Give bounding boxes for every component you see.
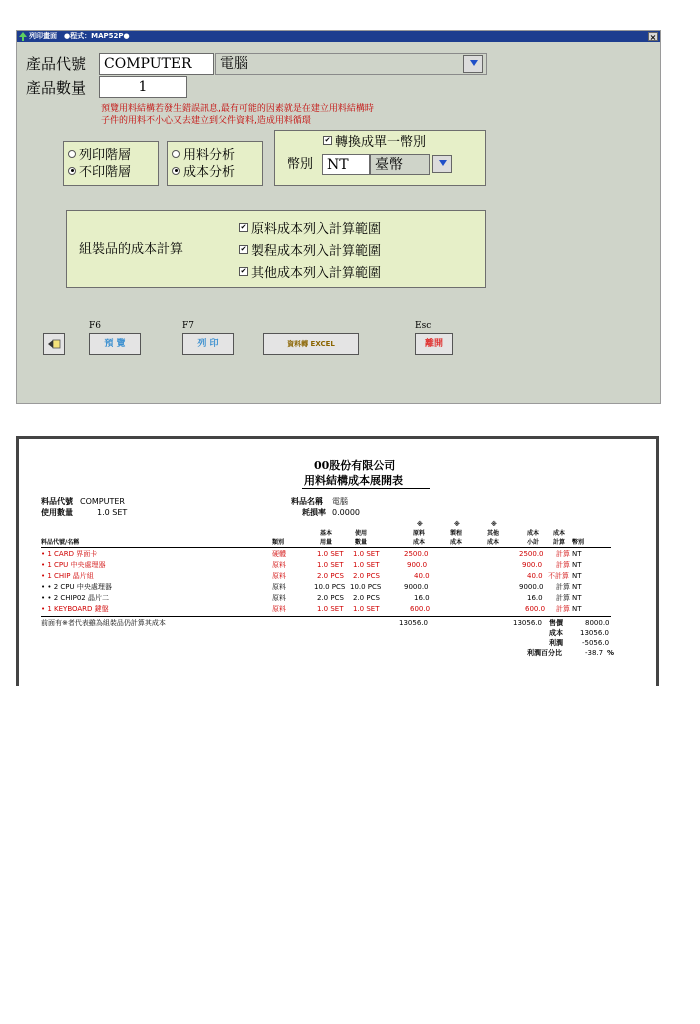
warning-line-2: 子件的用料不小心又去建立到父件資料,造成用料循環	[101, 116, 311, 126]
row-use: 1.0 SET	[353, 561, 380, 569]
checkbox-checked-icon: ✔	[240, 245, 247, 253]
header-use-qty-1: 使用	[355, 530, 368, 537]
header-base-use-2: 用量	[320, 539, 333, 546]
item-dropdown-button[interactable]	[463, 55, 483, 73]
price-value: 8000.0	[585, 619, 610, 627]
report-company: 00股份有限公司	[314, 459, 396, 472]
cost-analysis-label: 成本分析	[183, 165, 236, 180]
row-subtotal: 2500.0	[519, 550, 544, 558]
f6-key-label: F6	[89, 321, 101, 331]
convert-currency-checkbox[interactable]	[323, 135, 426, 151]
profit-value: -5056.0	[582, 639, 610, 647]
material-cost-checkbox[interactable]	[239, 222, 381, 238]
radio-selected-icon	[172, 167, 180, 175]
row-mat: 600.0	[410, 605, 431, 613]
process-cost-label: 製程成本列入計算範圍	[251, 244, 382, 259]
row-name: • • 2 CHIP02 晶片二	[41, 594, 109, 602]
row-use: 1.0 SET	[353, 550, 380, 558]
item-name-display: 電腦	[215, 53, 487, 75]
row-mat: 2500.0	[404, 550, 429, 558]
report-title: 用料結構成本展開表	[304, 474, 403, 487]
row-subtotal: 9000.0	[519, 583, 544, 591]
row-category: 原料	[272, 594, 286, 602]
report-title-underline	[302, 488, 430, 489]
convert-currency-label: 轉換成單一幣別	[335, 135, 427, 150]
profit-pct-value: -38.7	[585, 649, 604, 657]
row-use: 2.0 PCS	[353, 594, 380, 602]
header-proc-2: 成本	[450, 539, 463, 546]
f7-key-label: F7	[182, 321, 194, 331]
row-subtotal: 40.0	[527, 572, 543, 580]
row-calc: 計算	[556, 605, 570, 613]
qty-value: 1.0 SET	[97, 508, 128, 517]
header-rule	[41, 547, 611, 548]
row-calc: 計算	[556, 594, 570, 602]
row-category: 原料	[272, 583, 286, 591]
material-analysis-radio[interactable]	[172, 148, 235, 164]
loss-value: 0.0000	[332, 508, 360, 517]
header-proc-mark: ※	[454, 521, 460, 528]
total-material-cost: 13056.0	[399, 619, 428, 627]
header-mat-1: 原料	[413, 530, 426, 537]
row-currency: NT	[572, 550, 582, 558]
qty-label: 使用數量	[41, 508, 73, 517]
profit-pct-label: 利潤百分比	[527, 649, 562, 657]
header-code-name: 料品代號/名稱	[41, 539, 80, 546]
header-calc-2: 計算	[553, 539, 566, 546]
material-cost-label: 原料成本列入計算範圍	[251, 222, 382, 237]
row-calc: 計算	[556, 583, 570, 591]
header-mat-mark: ※	[417, 521, 423, 528]
item-name-value: 電腦	[332, 497, 348, 506]
esc-key-label: Esc	[415, 321, 432, 331]
currency-name-display: 臺幣	[370, 154, 430, 175]
preview-button[interactable]: 預 覽	[89, 333, 141, 355]
profit-label: 利潤	[549, 639, 563, 647]
no-print-level-label: 不印階層	[79, 165, 132, 180]
export-excel-button[interactable]: 資料轉 EXCEL	[263, 333, 359, 355]
header-proc-1: 製程	[450, 530, 463, 537]
row-base: 1.0 SET	[317, 561, 344, 569]
print-button[interactable]: 列 印	[182, 333, 234, 355]
arrow-down-icon	[439, 160, 447, 166]
report-preview	[16, 436, 659, 686]
currency-code-input[interactable]: NT	[322, 154, 370, 175]
row-currency: NT	[572, 583, 582, 591]
header-other-mark: ※	[491, 521, 497, 528]
row-currency: NT	[572, 561, 582, 569]
checkbox-checked-icon: ✔	[324, 136, 331, 144]
window-title: 列印畫面 ●程式：MAP52P●	[29, 32, 130, 40]
row-mat: 40.0	[414, 572, 430, 580]
print-dialog-window	[16, 30, 661, 404]
header-other-2: 成本	[487, 539, 500, 546]
row-mat: 9000.0	[404, 583, 429, 591]
assembly-cost-box	[66, 210, 486, 288]
row-name: • 1 CHIP 晶片組	[41, 572, 94, 580]
currency-label: 幣別	[287, 157, 314, 172]
total-subtotal: 13056.0	[513, 619, 542, 627]
qty-input[interactable]: 1	[99, 76, 187, 98]
row-subtotal: 900.0	[522, 561, 543, 569]
row-use: 10.0 PCS	[350, 583, 382, 591]
close-button[interactable]: ×	[649, 33, 657, 42]
row-currency: NT	[572, 572, 582, 580]
row-subtotal: 600.0	[525, 605, 546, 613]
no-print-level-radio[interactable]	[68, 165, 131, 181]
radio-icon	[68, 150, 76, 158]
row-name: • 1 CPU 中央處理器	[41, 561, 106, 569]
row-name: • • 2 CPU 中央處理器	[41, 583, 112, 591]
qty-label: 產品數量	[26, 79, 87, 97]
cost-value: 13056.0	[580, 629, 609, 637]
row-base: 10.0 PCS	[314, 583, 346, 591]
item-name-label: 料品名稱	[291, 497, 323, 506]
row-subtotal: 16.0	[527, 594, 543, 602]
header-mat-2: 成本	[413, 539, 426, 546]
other-cost-checkbox[interactable]	[239, 266, 381, 282]
back-button[interactable]	[43, 333, 65, 355]
header-other-1: 其他	[487, 530, 500, 537]
level-option-box	[63, 141, 159, 186]
checkbox-checked-icon: ✔	[240, 267, 247, 275]
header-calc-1: 成本	[553, 530, 566, 537]
header-currency: 幣別	[572, 539, 585, 546]
radio-icon	[172, 150, 180, 158]
header-subtotal-1: 成本	[527, 530, 540, 537]
price-label: 售價	[549, 619, 563, 627]
row-calc: 計算	[556, 550, 570, 558]
percent-sign: %	[607, 649, 615, 657]
title-bar	[17, 31, 660, 42]
header-use-qty-2: 數量	[355, 539, 368, 546]
footnote: 前面有※者代表雖為組裝品仍計算其成本	[41, 619, 166, 627]
header-category: 類別	[272, 539, 285, 546]
row-category: 原料	[272, 561, 286, 569]
row-category: 原料	[272, 605, 286, 613]
other-cost-label: 其他成本列入計算範圍	[251, 266, 382, 281]
row-category: 原料	[272, 572, 286, 580]
row-use: 1.0 SET	[353, 605, 380, 613]
row-mat: 16.0	[414, 594, 430, 602]
currency-dropdown-button[interactable]	[432, 155, 452, 173]
cost-analysis-radio[interactable]	[172, 165, 235, 181]
warning-line-1: 預覽用料結構若發生錯誤訊息,最有可能的因素就是在建立用料結構時	[101, 104, 374, 114]
item-code-label: 料品代號	[41, 497, 73, 506]
row-name: • 1 KEYBOARD 鍵盤	[41, 605, 109, 613]
process-cost-checkbox[interactable]	[239, 244, 381, 260]
row-base: 1.0 SET	[317, 605, 344, 613]
loss-label: 耗損率	[302, 508, 326, 517]
row-mat: 900.0	[407, 561, 428, 569]
checkbox-checked-icon: ✔	[240, 223, 247, 231]
cost-label: 成本	[549, 629, 563, 637]
exit-button[interactable]: 離開	[415, 333, 453, 355]
radio-selected-icon	[68, 167, 76, 175]
currency-box	[274, 130, 486, 186]
header-base-use-1: 基本	[320, 530, 333, 537]
row-base: 2.0 PCS	[317, 572, 344, 580]
assembly-cost-label: 組裝品的成本計算	[79, 242, 184, 257]
row-use: 2.0 PCS	[353, 572, 380, 580]
print-level-radio[interactable]	[68, 148, 131, 164]
item-code-input[interactable]: COMPUTER	[99, 53, 214, 75]
row-category: 硬體	[272, 550, 286, 558]
row-base: 2.0 PCS	[317, 594, 344, 602]
header-subtotal-2: 小計	[527, 539, 540, 546]
item-code-label: 產品代號	[26, 55, 87, 73]
row-currency: NT	[572, 594, 582, 602]
row-calc: 不計算	[548, 572, 569, 580]
row-name: • 1 CARD 界面卡	[41, 550, 98, 558]
app-logo-icon	[19, 32, 27, 41]
analysis-option-box	[167, 141, 263, 186]
back-arrow-icon	[47, 338, 61, 350]
row-currency: NT	[572, 605, 582, 613]
arrow-down-icon	[470, 60, 478, 66]
material-analysis-label: 用料分析	[183, 148, 236, 163]
row-calc: 計算	[556, 561, 570, 569]
print-level-label: 列印階層	[79, 148, 132, 163]
table-bottom-rule	[41, 616, 611, 617]
item-code-value: COMPUTER	[80, 497, 125, 506]
row-base: 1.0 SET	[317, 550, 344, 558]
